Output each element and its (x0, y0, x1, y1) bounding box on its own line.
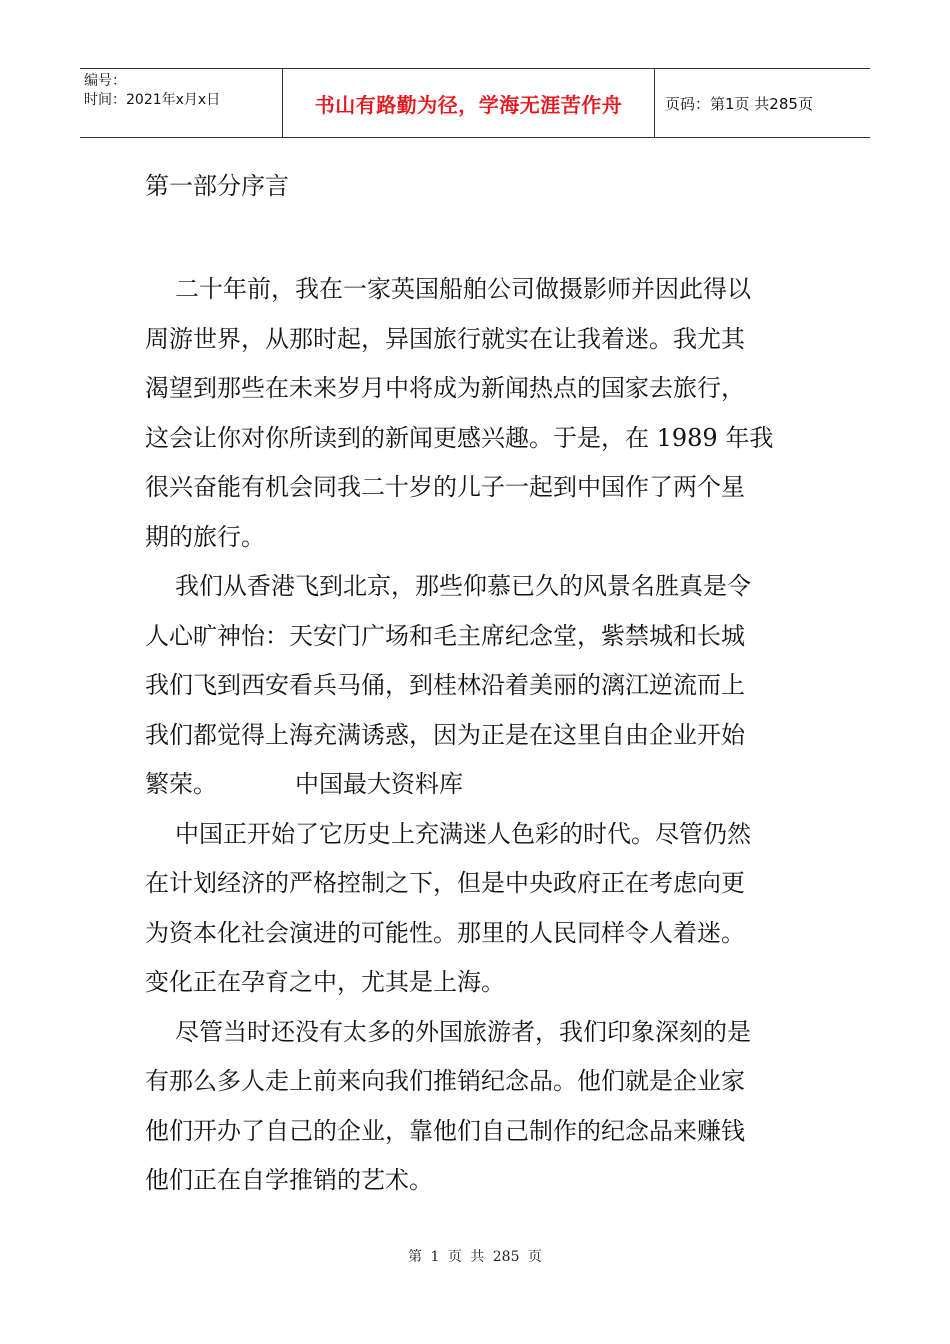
text-line: 二十年前，我在一家英国船舶公司做摄影师并因此得以 (175, 275, 751, 303)
text-line: 尽管当时还没有太多的外国旅游者，我们印象深刻的是 (175, 1017, 751, 1046)
paragraph (145, 1008, 810, 1206)
text-line: 他们正在自学推销的艺术。 (145, 1166, 433, 1194)
text-line: 变化正在孕育之中，尤其是上海。 (145, 968, 505, 996)
text-line: 很兴奋能有机会同我二十岁的儿子一起到中国作了两个星 (145, 473, 745, 501)
watermark-text: 中国最大资料库 (295, 770, 463, 798)
header-meta (80, 69, 283, 137)
text-line: 这会让你对你所读到的新闻更感兴趣。于是，在 1989 年我 (145, 423, 774, 452)
text-line: 为资本化社会演进的可能性。那里的人民同样令人着迷。 (145, 918, 745, 947)
header-page-info: 页码：第1页 共285页 (665, 94, 813, 113)
document-time-label: 时间：2021年x月x日 (84, 92, 221, 108)
text-line: 他们开办了自己的企业，靠他们自己制作的纪念品来赚钱 (145, 1116, 745, 1145)
text-line-end: 繁荣。 (145, 770, 217, 798)
text-line: 有那么多人走上前来向我们推销纪念品。他们就是企业家 (145, 1067, 745, 1095)
document-body (145, 265, 810, 1206)
header-motto: 书山有路勤为径，学海无涯苦作舟 (283, 69, 655, 137)
paragraph (145, 265, 810, 562)
paragraph (145, 562, 810, 810)
text-line: 渴望到那些在未来岁月中将成为新闻热点的国家去旅行， (145, 374, 745, 402)
text-line: 我们都觉得上海充满诱惑，因为正是在这里自由企业开始 (145, 720, 745, 749)
text-line: 我们飞到西安看兵马俑，到桂林沿着美丽的漓江逆流而上 (145, 671, 745, 699)
text-line (145, 760, 810, 810)
text-line: 中国正开始了它历史上充满迷人色彩的时代。尽管仍然 (175, 819, 751, 848)
text-line: 在计划经济的严格控制之下，但是中央政府正在考虑向更 (145, 869, 745, 897)
page-footer: 第 1 页 共 285 页 (408, 1249, 542, 1265)
section-title: 第一部分序言 (145, 172, 289, 200)
document-number-label: 编号： (84, 73, 126, 89)
text-line: 期的旅行。 (145, 522, 265, 551)
text-line: 人心旷神怡：天安门广场和毛主席纪念堂，紫禁城和长城 (145, 621, 745, 650)
paragraph (145, 810, 810, 1008)
text-line: 周游世界，从那时起，异国旅行就实在让我着迷。我尤其 (145, 324, 745, 353)
page-header (80, 68, 870, 138)
text-line: 我们从香港飞到北京，那些仰慕已久的风景名胜真是令 (175, 572, 751, 600)
